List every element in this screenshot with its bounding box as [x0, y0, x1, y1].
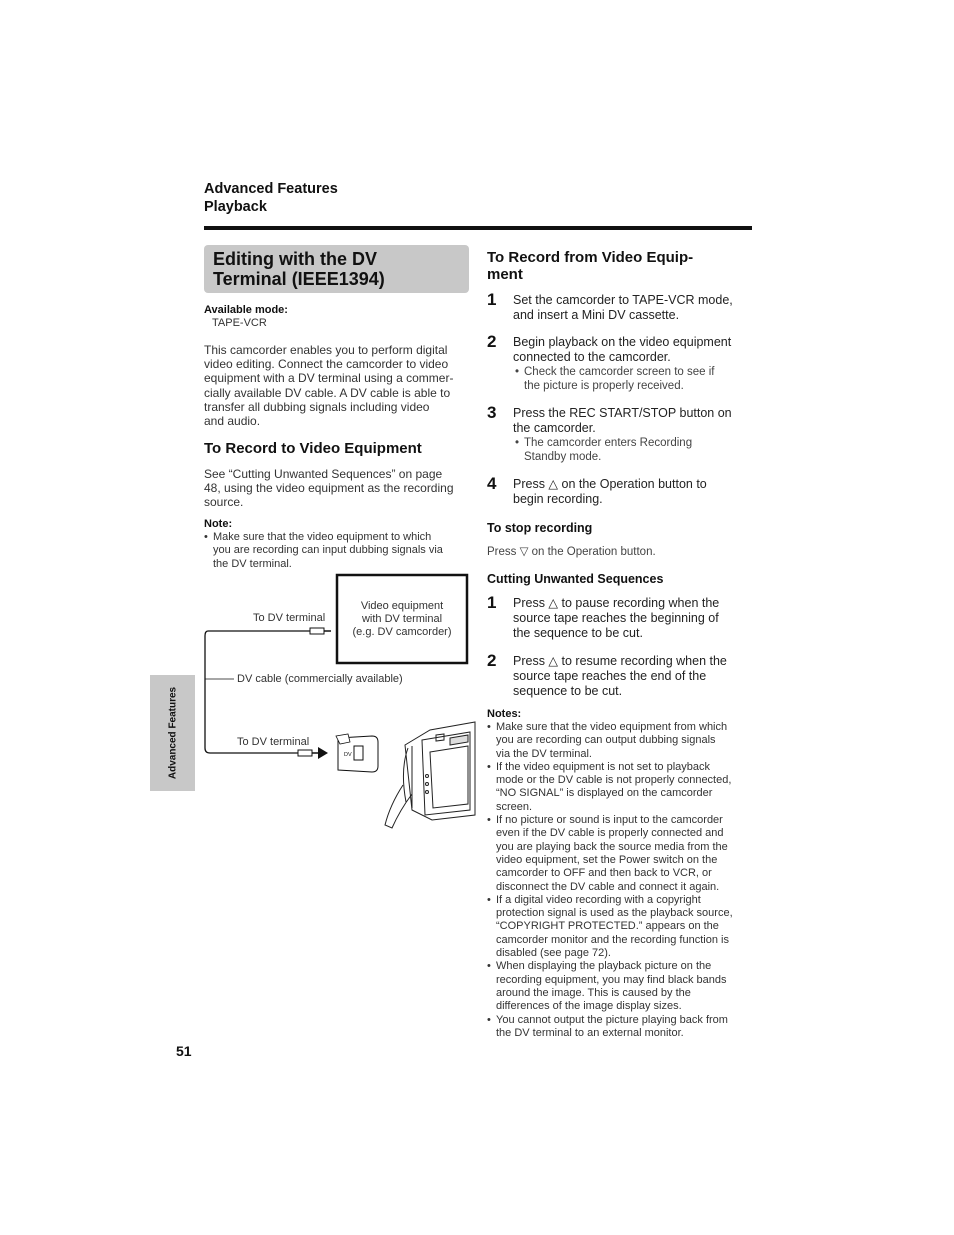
- video-equipment-label: Video equipment with DV terminal (e.g. DV camcorder): [352, 600, 452, 638]
- header-line2: Playback: [204, 199, 267, 215]
- note-item: • If no picture or sound is input to the camcorder even if the DV cable is properly connected and you are playing back the source media from the video equipment, set the Power switch on the camcorder to OFF and then back to VCR, or disconnect the DV cable and connect it again.: [487, 814, 755, 894]
- stop-recording-text: Press ▽ on the Operation button.: [487, 546, 656, 558]
- notes-list: [487, 721, 755, 1040]
- cutting-step-1-num: 1: [487, 593, 497, 612]
- available-mode-label: Available mode:: [204, 304, 288, 316]
- dv-cable: [205, 631, 298, 753]
- record-from-step-2-text: Begin playback on the video equipment connected to the camcorder.: [513, 335, 732, 364]
- page-number: 51: [176, 1043, 192, 1059]
- cutting-heading: Cutting Unwanted Sequences: [487, 572, 664, 586]
- cutting-step-2-text: Press △ to resume recording when the source tape reaches the end of the sequence to be cut.: [513, 654, 727, 698]
- arrow-icon: [318, 747, 328, 759]
- to-dv-terminal-bottom-label: To DV terminal: [237, 736, 310, 748]
- available-mode-value: TAPE-VCR: [212, 317, 267, 329]
- intro-paragraph: This camcorder enables you to perform digital video editing. Connect the camcorder to video equipment with a DV terminal using a commer- cially available DV cable. A DV cable is able to transfer all dubbing signals including video and audio.: [204, 343, 454, 429]
- record-from-step-1-num: 1: [487, 290, 497, 309]
- record-from-step-4-num: 4: [487, 474, 497, 493]
- side-tab-label: Advanced Features: [167, 686, 178, 780]
- stop-recording-heading: To stop recording: [487, 521, 593, 535]
- record-from-step-3-text: Press the REC START/STOP button on the camcorder.: [513, 406, 732, 435]
- note-item: • If the video equipment is not set to playback mode or the DV cable is not properly connected, “NO SIGNAL” is displayed on the camcorder screen.: [487, 761, 755, 814]
- record-from-step-3-sub: • The camcorder enters Recording Standby mode.: [515, 436, 692, 464]
- record-from-step-1-text: Set the camcorder to TAPE-VCR mode, and insert a Mini DV cassette.: [513, 293, 733, 322]
- record-to-body: See “Cutting Unwanted Sequences” on page 48, using the video equipment as the recording source.: [204, 467, 454, 510]
- dv-plug-top: [310, 628, 324, 634]
- note-item: • You cannot output the picture playing back from the DV terminal to an external monitor.: [487, 1014, 755, 1041]
- record-from-heading: To Record from Video Equip- ment: [487, 249, 694, 283]
- notes-label: Notes:: [487, 708, 522, 720]
- record-from-step-3-num: 3: [487, 403, 497, 422]
- note-item: • Make sure that the video equipment from which you are recording can output dubbing signals via the DV terminal.: [487, 721, 755, 761]
- dv-plug-bottom: [298, 750, 312, 756]
- cutting-step-1-text: Press △ to pause recording when the source tape reaches the beginning of the sequence to be cut.: [513, 596, 720, 640]
- record-to-note-label: Note:: [204, 518, 233, 530]
- header-line1: Advanced Features: [204, 181, 338, 197]
- note-item: • When displaying the playback picture on the recording equipment, you may find black bands around the image. This is caused by the differences of the image display sizes.: [487, 960, 755, 1013]
- page-title-box: [204, 245, 469, 293]
- dv-port: [354, 746, 363, 760]
- svg-text:DV: DV: [344, 752, 352, 758]
- header-rule: [204, 226, 752, 230]
- record-to-note: • Make sure that the video equipment to which you are recording can input dubbing signals via the DV terminal.: [204, 531, 474, 571]
- note-item: • If a digital video recording with a copyright protection signal is used as the playback source, “COPYRIGHT PROTECTED.” appears on the camcorder monitor and the recording function is disabled (see page 72).: [487, 894, 755, 960]
- record-from-step-4-text: Press △ on the Operation button to begin recording.: [513, 477, 707, 506]
- cutting-step-2-num: 2: [487, 651, 497, 670]
- section-header: [204, 180, 338, 216]
- dv-cable-label: DV cable (commercially available): [237, 673, 403, 685]
- to-dv-terminal-top-label: To DV terminal: [253, 612, 326, 624]
- side-tab: [150, 675, 195, 791]
- camcorder-illustration: [385, 722, 475, 828]
- page-title: Editing with the DV Terminal (IEEE1394): [213, 249, 385, 289]
- record-from-step-2-num: 2: [487, 332, 497, 351]
- record-from-step-2-sub: • Check the camcorder screen to see if the picture is properly received.: [515, 365, 714, 393]
- record-to-heading: To Record to Video Equipment: [204, 440, 422, 457]
